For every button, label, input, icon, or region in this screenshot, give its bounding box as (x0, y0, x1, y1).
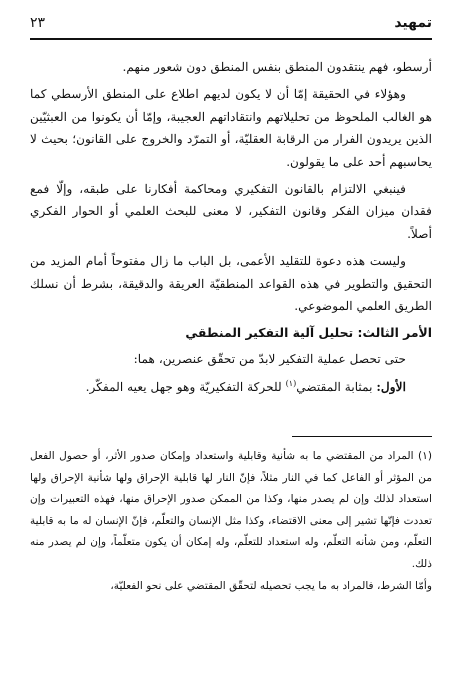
footnotes (30, 446, 432, 597)
header-rule (30, 38, 432, 40)
footnote-2: وأمّا الشرط، فالمراد به ما يجب تحصيله لتحقّق المقتضي على نحو الفعليّة، (110, 579, 432, 592)
page-header (30, 10, 432, 36)
footnote-1-mark: (١) (418, 450, 432, 462)
footnote-separator (292, 436, 432, 437)
footnote-1-text: المراد من المقتضي ما به شأنية وقابلية واستعداد وإمكان صدور الأثر، أو حصول الفعل من المؤثر أو الفاعل كما في النار مثلاً، فإنّ النار لها قابلية الإحراق ولها شأنية الإحراق ولها استعداد لذلك وإن لم يصدر منها، وكذا من الممكن صدور الإحراق منها، فهذه التعبيرات وإن تعددت فإنّها تشير إلى معنى الاقتضاء، وكذا مثل الإنسان والتعلّم، فإنّ الإنسان له ما به قابلية التعلّم، ومن شأنه التعلّم، وله استعداد للتعلّم، وله إمكان أن يكون متعلّماً، وإن لم يصدر منه ذلك. (30, 450, 432, 570)
paragraph-3: فينبغي الالتزام بالقانون التفكيري ومحاكمة أفكارنا على طبقه، وإلّا فمع فقدان ميزان الفكر وقانون التفكير، لا معنى للبحث العلمي أو الحوار الفكري أصلاً. (30, 182, 432, 241)
paragraph-5: حتى تحصل عملية التفكير لابدّ من تحقّق عنصرين، هما: (133, 352, 406, 367)
running-title: تمهيد (394, 15, 432, 31)
paragraph-6-text-a: بمثابة المقتضي (296, 379, 377, 394)
first-element-label: الأول: (376, 379, 406, 394)
paragraph-6 (30, 376, 432, 398)
paragraph-6-text-b: للحركة التفكيريّة وهو جهل يعيه المفكّر. (85, 379, 286, 394)
paragraph-1: أرسطو، فهم ينتقدون المنطق بنفس المنطق دون شعور منهم. (122, 60, 432, 74)
footnote-1 (30, 446, 432, 576)
footnote-reference: (١) (285, 378, 297, 388)
paragraph-4: وليست هذه دعوة للتقليد الأعمى، بل الباب ما زال مفتوحاً أمام المزيد من التحقيق والتطوير في هذه القواعد المنطقيّة العريقة والدقيقة، بشرط أن نسلك الطريق العلمي الموضوعي. (30, 254, 432, 314)
paragraph-2: وهؤلاء في الحقيقة إمّا أن لا يكون لديهم اطلاع على المنطق الأرسطي كما هو الغالب الملحوظ من تحليلاتهم وانتقاداتهم العجيبة، وإمّا أن يكونوا من العبثيّين الذين يريدون الفرار من الرقابة العقليّة، أو التمرّد والخروج على القانون؛ بحيث لا يحاسبهم أحد على ما يقولون. (30, 87, 432, 169)
main-text (30, 56, 432, 403)
page-number: ٢٣ (30, 15, 46, 31)
section-heading: الأمر الثالث: تحليل آلية التفكير المنطقي (185, 325, 432, 341)
